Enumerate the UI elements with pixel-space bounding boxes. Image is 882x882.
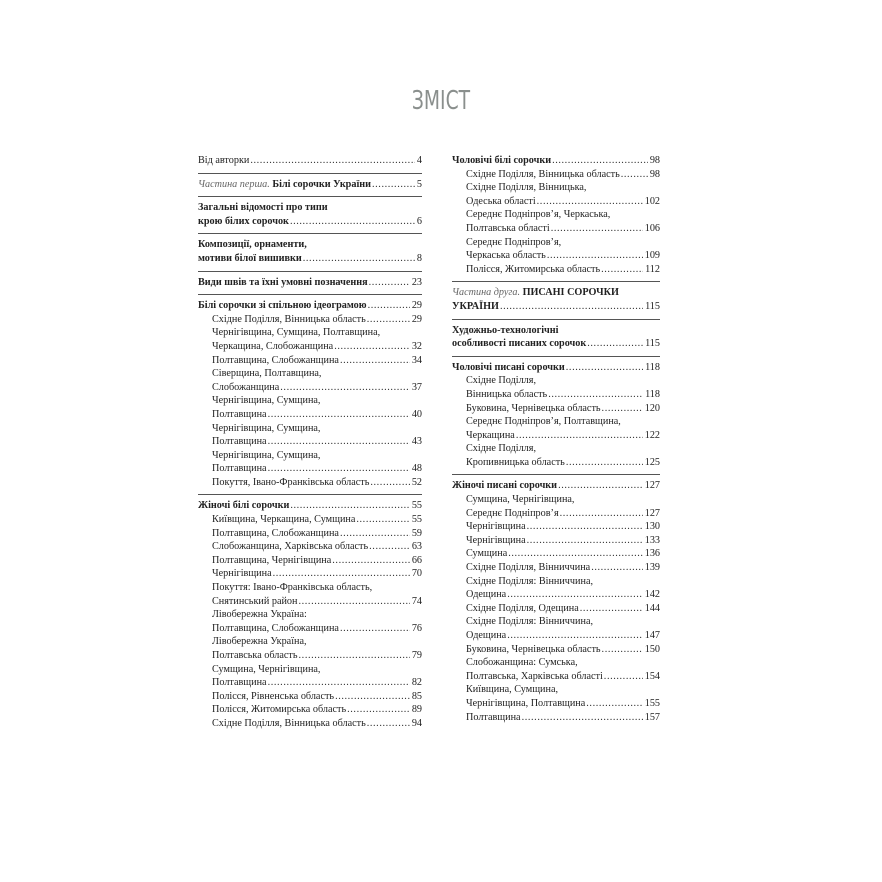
toc-subentry[interactable]: Слобожанщина: Сумська, Полтавська, Харківська області ..... 154 xyxy=(452,656,660,683)
toc-subentry[interactable]: Середнє Подніпров’я, Полтавщина, Черкащина ..... 122 xyxy=(452,415,660,442)
page-number: 155 xyxy=(644,697,660,709)
page-number: 40 xyxy=(411,408,422,420)
page-number: 55 xyxy=(411,514,422,526)
page-number: 79 xyxy=(411,650,422,661)
page-number: 70 xyxy=(411,568,422,580)
divider xyxy=(198,494,422,495)
toc-subentry[interactable]: Полісся, Рівненська область ..... 85 xyxy=(198,690,422,704)
toc-entry[interactable]: Види швів та їхні умовні позначення ..... 23 xyxy=(198,276,422,290)
divider xyxy=(198,233,422,234)
page-number: 37 xyxy=(411,381,422,393)
toc-left-column xyxy=(198,154,422,731)
divider xyxy=(452,281,660,282)
toc-subentry[interactable]: Сіверщина, Полтавщина, Слобожанщина ..... 37 xyxy=(198,367,422,394)
page-number: 154 xyxy=(644,670,660,682)
page-number: 112 xyxy=(645,263,660,275)
toc-subentry[interactable]: Полтавщина, Слобожанщина ..... 34 xyxy=(198,354,422,368)
page-number: 6 xyxy=(416,215,422,227)
page-number: 76 xyxy=(411,622,422,634)
toc-subentry[interactable]: Полтавщина, Чернігівщина ..... 66 xyxy=(198,554,422,568)
toc-part-entry[interactable]: Частина друга. ПИСАНІ СОРОЧКИ УКРАЇНИ ..... 115 xyxy=(452,286,660,313)
page-number: 127 xyxy=(644,507,660,519)
toc-subentry[interactable]: Середнє Подніпров’я, Черкаська, Полтавська області ..... 106 xyxy=(452,208,660,235)
page-number: 48 xyxy=(411,463,422,475)
page-number: 150 xyxy=(644,643,660,655)
toc-subentry[interactable]: Полісся, Житомирська область ..... 89 xyxy=(198,703,422,717)
toc-subentry[interactable]: Покуття: Івано-Франківська область, Снятинський район ..... 74 xyxy=(198,581,422,608)
toc-subentry[interactable]: Лівобережна Україна, Полтавська область ..... 79 xyxy=(198,635,422,662)
toc-subentry[interactable]: Східне Поділля, Вінницька область ..... 94 xyxy=(198,717,422,731)
page-number: 115 xyxy=(645,338,660,350)
toc-subentry[interactable]: Полтавщина, Слобожанщина ..... 59 xyxy=(198,527,422,541)
page-number: 98 xyxy=(649,168,660,180)
page-number: 55 xyxy=(411,500,422,512)
page-number: 82 xyxy=(411,677,422,689)
toc-subentry[interactable]: Східне Поділля: Вінниччина, Одещина ..... 142 xyxy=(452,575,660,602)
toc-subentry[interactable]: Київщина, Черкащина, Сумщина ..... 55 xyxy=(198,513,422,527)
divider xyxy=(198,196,422,197)
page-number: 43 xyxy=(411,436,422,448)
toc-subentry[interactable]: Східне Поділля, Вінницька область ..... 98 xyxy=(452,168,660,182)
page-number: 109 xyxy=(644,250,660,262)
toc-subentry[interactable]: Лівобережна Україна: Полтавщина, Слобожанщина ..... 76 xyxy=(198,608,422,635)
page-number: 8 xyxy=(416,252,422,264)
page-number: 144 xyxy=(644,602,660,614)
toc-entry[interactable]: Чоловічі писані сорочки ..... 118 xyxy=(452,361,660,375)
page-number: 59 xyxy=(411,527,422,539)
toc-subentry[interactable]: Чернігівщина, Сумщина, Полтавщина, Черкащина, Слобожанщина ..... 32 xyxy=(198,326,422,353)
toc-right-column xyxy=(452,154,660,724)
divider xyxy=(198,173,422,174)
page-number: 118 xyxy=(645,361,660,373)
toc-subentry[interactable]: Чернігівщина, Сумщина, Полтавщина ..... 48 xyxy=(198,449,422,476)
page-number: 5 xyxy=(416,178,422,190)
page-number: 125 xyxy=(644,456,660,468)
toc-subentry[interactable]: Покуття, Івано-Франківська область ..... 52 xyxy=(198,476,422,490)
page-number: 139 xyxy=(644,562,660,574)
toc-entry[interactable]: Композиції, орнаменти, мотиви білої вишивки ..... 8 xyxy=(198,238,422,265)
page-number: 115 xyxy=(645,300,660,312)
page-number: 63 xyxy=(411,541,422,553)
toc-subentry[interactable]: Полтавщина ..... 157 xyxy=(452,711,660,725)
page-number: 74 xyxy=(411,595,422,607)
page-number: 94 xyxy=(411,717,422,729)
toc-subentry[interactable]: Східне Поділля, Кропивницька область ..... 125 xyxy=(452,442,660,469)
page-number: 34 xyxy=(411,354,422,366)
page-number: 29 xyxy=(411,300,422,312)
toc-subentry[interactable]: Сумщина, Чернігівщина, Полтавщина ..... 82 xyxy=(198,663,422,690)
page-number: 127 xyxy=(644,480,660,492)
toc-subentry[interactable]: Чернігівщина, Сумщина, Полтавщина ..... 43 xyxy=(198,422,422,449)
page-number: 157 xyxy=(644,711,660,723)
page-number: 102 xyxy=(644,195,660,207)
toc-subentry[interactable]: Слобожанщина, Харківська область ..... 63 xyxy=(198,540,422,554)
page-number: 85 xyxy=(411,690,422,702)
toc-subentry[interactable]: Східне Поділля: Вінниччина, Одещина ..... 147 xyxy=(452,615,660,642)
divider xyxy=(452,319,660,320)
toc-entry[interactable]: Білі сорочки зі спільною ідеограмою ..... 29 xyxy=(198,299,422,313)
toc-subentry[interactable]: Сумщина, Чернігівщина, Середнє Подніпров’я ..... 127 xyxy=(452,493,660,520)
toc-part-entry[interactable]: Частина перша. Білі сорочки України ..... 5 xyxy=(198,178,422,192)
toc-subentry[interactable]: Буковина, Чернівецька область ..... 120 xyxy=(452,402,660,416)
page-number: 147 xyxy=(644,630,660,641)
page-number: 118 xyxy=(645,388,660,400)
page-number: 106 xyxy=(644,222,660,234)
toc-subentry[interactable]: Полісся, Житомирська область ..... 112 xyxy=(452,263,660,277)
toc-subentry[interactable]: Східне Поділля, Вінницька область ..... 118 xyxy=(452,374,660,401)
toc-entry[interactable]: Жіночі писані сорочки ..... 127 xyxy=(452,479,660,493)
page-number: 130 xyxy=(644,521,660,533)
divider xyxy=(452,356,660,357)
divider xyxy=(198,271,422,272)
page-number: 29 xyxy=(411,313,422,325)
toc-subentry[interactable]: Буковина, Чернівецька область ..... 150 xyxy=(452,643,660,657)
page-number: 122 xyxy=(644,429,660,441)
page-number: 4 xyxy=(416,155,422,166)
page-number: 120 xyxy=(644,402,660,414)
toc-subentry[interactable]: Чернігівщина ..... 133 xyxy=(452,534,660,548)
toc-subentry[interactable]: Східне Поділля, Вінницька область ..... 29 xyxy=(198,313,422,327)
toc-entry[interactable]: Жіночі білі сорочки ..... 55 xyxy=(198,499,422,513)
divider xyxy=(452,474,660,475)
toc-entry[interactable]: Художньо-технологічні особливості писаних сорочок ..... 115 xyxy=(452,324,660,351)
page-number: 23 xyxy=(411,276,422,288)
page-number: 66 xyxy=(411,554,422,566)
part-label: Частина перша. xyxy=(198,178,270,190)
page-number: 89 xyxy=(411,704,422,716)
page-number: 52 xyxy=(411,476,422,488)
part-label: Частина друга. xyxy=(452,287,521,299)
page-number: 133 xyxy=(644,534,660,546)
toc-subentry[interactable]: Середнє Подніпров’я, Черкаська область ..... 109 xyxy=(452,236,660,263)
toc-entry[interactable]: Чоловічі білі сорочки ..... 98 xyxy=(452,154,660,168)
page-title: ЗМІСТ xyxy=(411,86,471,116)
page-number: 98 xyxy=(649,155,660,166)
toc-subentry[interactable]: Чернігівщина ..... 70 xyxy=(198,567,422,581)
toc-subentry[interactable]: Східне Поділля, Вінниччина ..... 139 xyxy=(452,561,660,575)
toc-subentry[interactable]: Східне Поділля, Вінницька, Одеська області ..... 102 xyxy=(452,181,660,208)
page-number: 142 xyxy=(644,589,660,601)
toc-subentry[interactable]: Київщина, Сумщина, Чернігівщина, Полтавщина ..... 155 xyxy=(452,683,660,710)
page-number: 136 xyxy=(644,548,660,560)
divider xyxy=(198,294,422,295)
toc-entry[interactable]: Загальні відомості про типи крою білих сорочок ..... 6 xyxy=(198,201,422,228)
toc-subentry[interactable]: Чернігівщина ..... 130 xyxy=(452,520,660,534)
page-number: 32 xyxy=(411,340,422,352)
toc-subentry[interactable]: Сумщина ..... 136 xyxy=(452,547,660,561)
toc-entry[interactable]: Від авторки ..... 4 xyxy=(198,154,422,168)
toc-subentry[interactable]: Східне Поділля, Одещина ..... 144 xyxy=(452,602,660,616)
toc-subentry[interactable]: Чернігівщина, Сумщина, Полтавщина ..... 40 xyxy=(198,394,422,421)
